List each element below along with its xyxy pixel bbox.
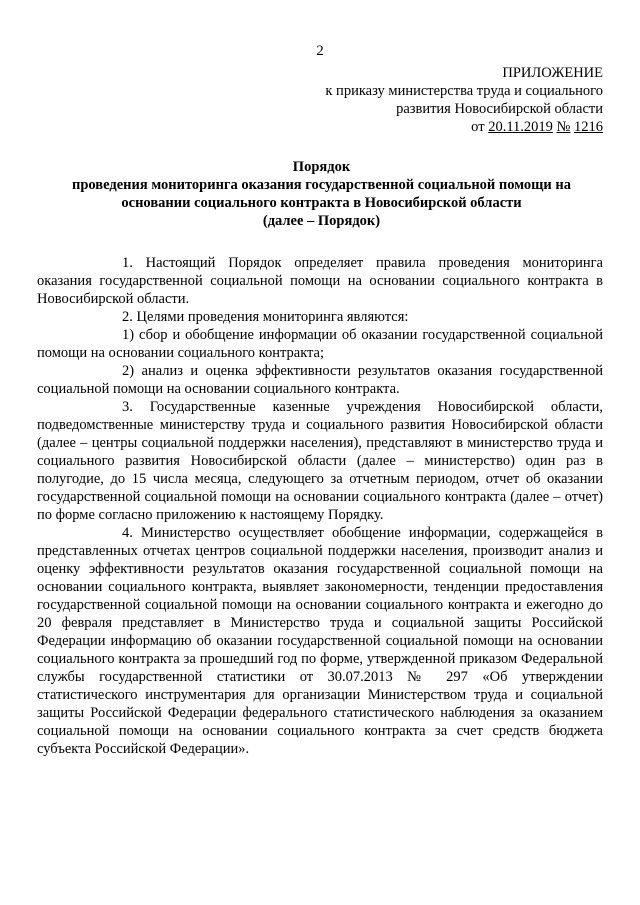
appendix-order-line bbox=[325, 118, 603, 136]
appendix-block bbox=[325, 64, 603, 136]
appendix-line-1: к приказу министерства труда и социального bbox=[325, 83, 603, 99]
order-number: 1216 bbox=[574, 119, 603, 135]
appendix-line-2: развития Новосибирской области bbox=[396, 101, 603, 117]
heading-line-2: проведения мониторинга оказания государственной социальной помощи на bbox=[72, 177, 571, 193]
document-body bbox=[37, 254, 603, 758]
paragraph: 1. Настоящий Порядок определяет правила проведения мониторинга оказания государственной социальной помощи на основании социального контракта в Новосибирской области. bbox=[37, 255, 603, 307]
appendix-title: ПРИЛОЖЕНИЕ bbox=[502, 65, 603, 81]
heading-line-1: Порядок bbox=[292, 159, 351, 175]
heading-line-4: (далее – Порядок) bbox=[262, 213, 381, 229]
number-prefix: № bbox=[556, 119, 571, 135]
date-prefix: от bbox=[471, 119, 485, 135]
paragraph: 1) сбор и обобщение информации об оказании государственной социальной помощи на основании социального контракта; bbox=[37, 327, 603, 361]
paragraph: 3. Государственные казенные учреждения Новосибирской области, подведомственные министерству труда и социального развития Новосибирской области (далее – центры социальной поддержки населения), представляют в министерство труда и социального развития Новосибирской области (далее – министерство) один раз в полугодие, до 15 числа месяца, следующего за отчетным периодом, отчет об оказании государственной социальной помощи на основании социального контракта (далее – отчет) по форме согласно приложению к настоящему Порядку. bbox=[37, 399, 603, 523]
paragraph: 2) анализ и оценка эффективности результатов оказания государственной социальной помощи на основании социального контракта. bbox=[37, 363, 603, 397]
paragraph: 2. Целями проведения мониторинга являются: bbox=[122, 309, 409, 325]
order-date: 20.11.2019 bbox=[488, 119, 553, 135]
heading-line-3: основании социального контракта в Новосибирской области bbox=[121, 195, 522, 211]
document-heading bbox=[40, 158, 603, 230]
page-number: 2 bbox=[316, 43, 324, 59]
paragraph: 4. Министерство осуществляет обобщение информации, содержащейся в представленных отчетах центров социальной поддержки населения, производит анализ и оценку эффективности результатов оказания государственной социальной помощи на основании социального контракта, выявляет закономерности, тенденции предоставления государственной социальной помощи на основании социального контракта и ежегодно до 20 февраля представляет в Министерство труда и социальной защиты Российской Федерации информацию об оказании государственной социальной помощи на основании социального контракта за прошедший год по форме, утвержденной приказом Федеральной службы государственной статистики от 30.07.2013 № 297 «Об утверждении статистического инструментария для организации Министерством труда и социальной защиты Российской Федерации федерального статистического наблюдения за оказанием социальной помощи на основании социального контракта за счет средств бюджета субъекта Российской Федерации». bbox=[37, 525, 603, 757]
